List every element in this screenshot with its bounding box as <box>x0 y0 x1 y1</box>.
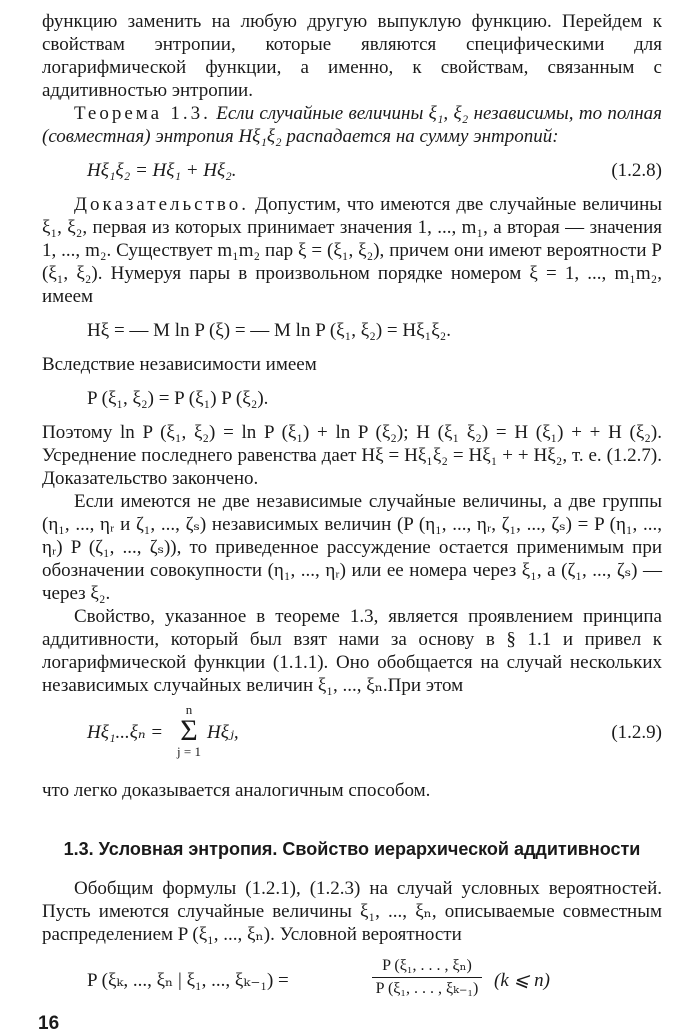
equation-entropy-pairs <box>42 317 662 344</box>
equation-lhs: Hξ₁...ξₙ = <box>87 722 164 743</box>
theorem <box>42 102 662 148</box>
fraction <box>372 956 482 999</box>
equation-body: P (ξ₁, ξ₂) = P (ξ₁) P (ξ₂). <box>87 388 269 409</box>
paragraph-intro: функцию заменить на любую другую выпуклую функцию. Перейдем к свойствам энтропии, которые являются специфическими для логарифмической функции, а именно, к свойствам, связанным с аддитивностью энтропии. <box>42 11 662 101</box>
theorem-statement: Если случайные величины ξ₁, ξ₂ независимы, то полная (совместная) энтропия Hξ₁ξ₂ распадается на сумму энтропий: <box>42 103 662 147</box>
equation-number: (1.2.9) <box>611 722 662 743</box>
paragraph-therefore: Поэтому ln P (ξ₁, ξ₂) = ln P (ξ₁) + ln P (ξ₂); H (ξ₁ ξ₂) = H (ξ₁) + + H (ξ₂). Усреднение последнего равенства дает Hξ = Hξ₁ξ₂ = Hξ₁ + + Hξ₂, т. е. (1.2.7). Доказательство закончено. <box>42 422 662 489</box>
equation-conditional-probability <box>42 956 662 1008</box>
line-analogous-proof: что легко доказывается аналогичным способом. <box>42 780 431 801</box>
line-independence: Вследствие независимости имеем <box>42 354 317 375</box>
equation-body: Hξ = — M ln P (ξ) = — M ln P (ξ₁, ξ₂) = Hξ₁ξ₂. <box>87 320 452 341</box>
proof-text: Допустим, что имеются две случайные величины ξ₁, ξ₂, первая из которых принимает значения 1, ..., m₁, а вторая — значения 1, ..., m₂. Существует m₁m₂ пар ξ = (ξ₁, ξ₂), причем они имеют вероятности P (ξ₁, ξ₂). Нумеруя пары в произвольном порядке номером ξ = 1, ..., m₁m₂, имеем <box>42 194 662 307</box>
paragraph-generalize: Обобщим формулы (1.2.1), (1.2.3) на случай условных вероятностей. Пусть имеются случайные величины ξ₁, ..., ξₙ, описываемые совместным распределением P (ξ₁, ..., ξₙ). Условной вероятности <box>42 878 662 945</box>
fraction-numerator: P (ξ₁, . . . , ξₙ) <box>382 957 472 974</box>
fraction-denominator: P (ξ₁, . . . , ξₖ₋₁) <box>375 980 479 997</box>
equation-rhs: Hξⱼ, <box>207 722 239 743</box>
page-number: 16 <box>38 1013 60 1034</box>
theorem-label: Теорема 1.3. <box>74 103 211 124</box>
sum-upper-limit: n <box>185 702 193 717</box>
equation-number: (1.2.8) <box>611 160 662 181</box>
paragraph-property: Свойство, указанное в теореме 1.3, является проявлением принципа аддитивности, который был взят нами за основу в § 1.1 и привел к логарифмической функции (1.1.1). Оно обобщается на случай нескольких независимых случайных величин ξ₁, ..., ξₙ.При этом <box>42 606 662 696</box>
fraction-bar <box>372 977 482 978</box>
summation <box>175 703 203 759</box>
equation-1-2-9 <box>42 703 662 765</box>
equation-condition: (k ⩽ n) <box>494 970 551 991</box>
proof-label: Доказательство. <box>74 194 249 215</box>
equation-independence <box>42 385 662 412</box>
equation-lhs: P (ξₖ, ..., ξₙ | ξ₁, ..., ξₖ₋₁) = <box>87 970 289 991</box>
proof <box>42 193 662 308</box>
equation-body: Hξ₁ξ₂ = Hξ₁ + Hξ₂. <box>87 160 237 181</box>
sum-lower-limit: j = 1 <box>177 744 201 759</box>
page-content <box>42 10 662 1008</box>
equation-1-2-8 <box>42 157 662 184</box>
paragraph-groups: Если имеются не две независимые случайные величины, а две группы (η₁, ..., ηᵣ и ζ₁, ..., ζₛ) независимых величин (P (η₁, ..., ηᵣ, ζ₁, ..., ζₛ) = P (η₁, ..., ηᵣ) P (ζ₁, ..., ζₛ)), то приведенное рассуждение остается применимым при обозначении совокупности (η₁, ..., ηᵣ) или ее номера через ξ₁, а (ζ₁, ..., ζₛ) — через ξ₂. <box>42 491 662 604</box>
section-heading: 1.3. Условная энтропия. Свойство иерархической аддитивности <box>63 839 641 859</box>
sigma-symbol: Σ <box>180 714 198 747</box>
